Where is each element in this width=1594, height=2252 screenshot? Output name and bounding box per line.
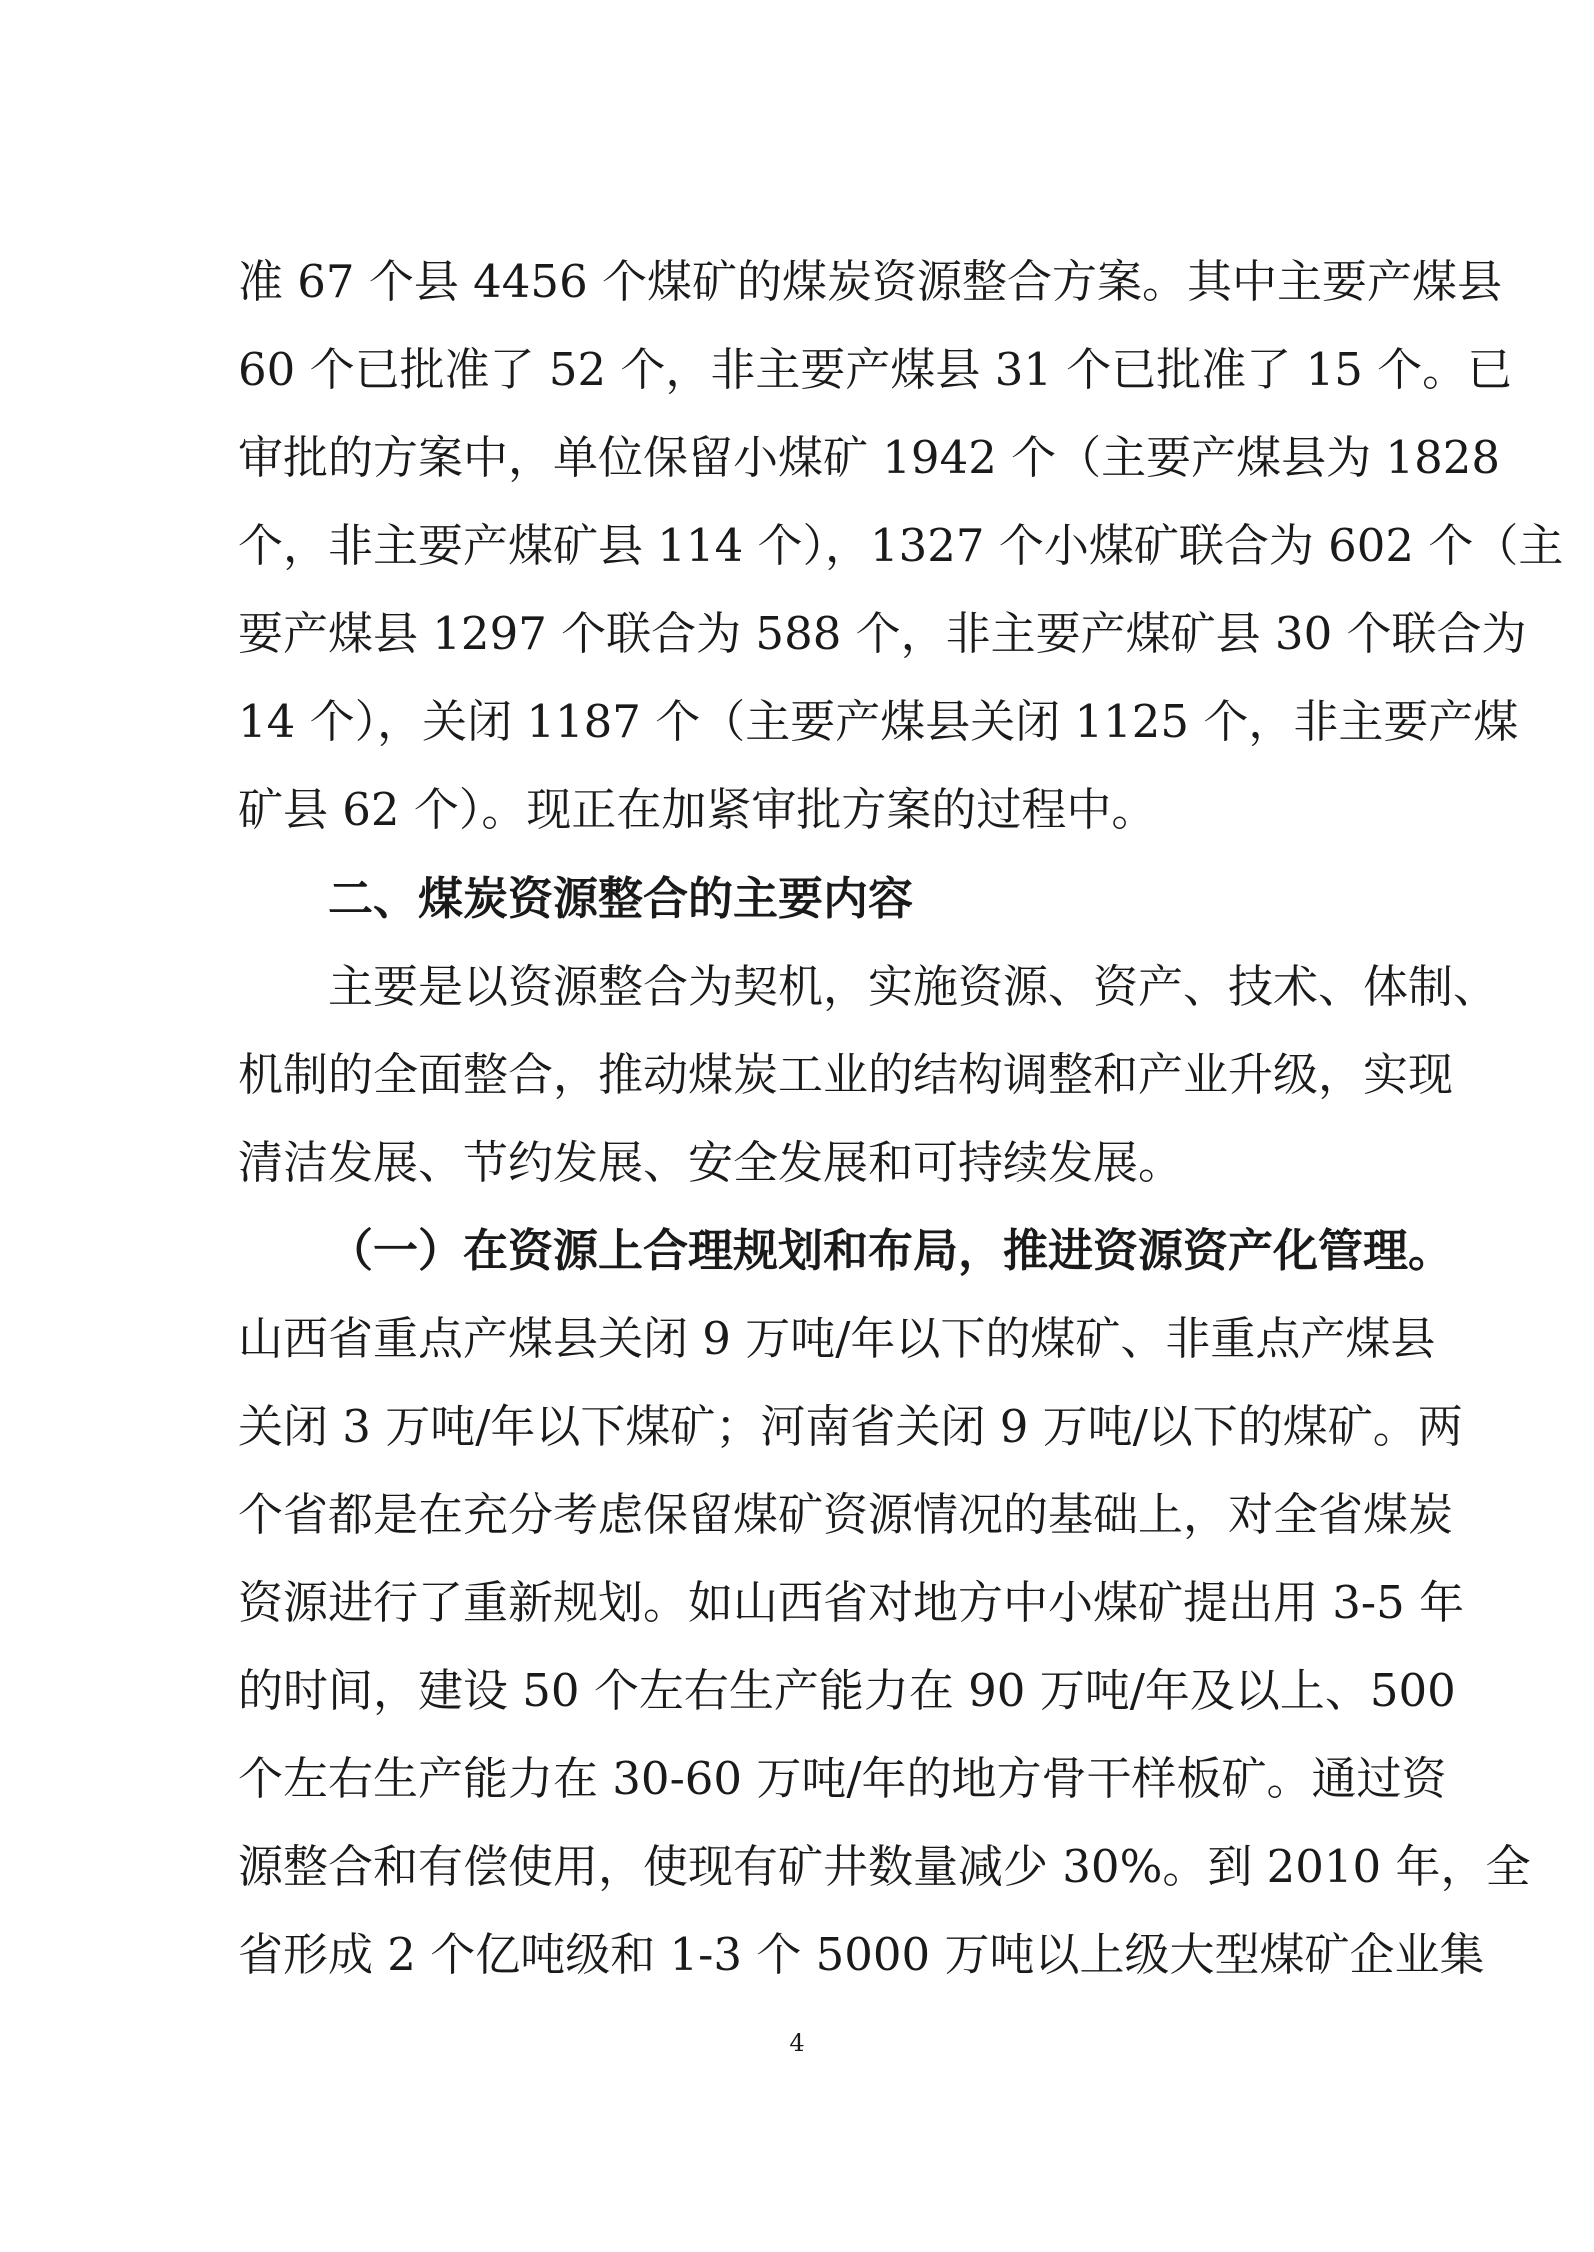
paragraph-line: 机制的全面整合，推动煤炭工业的结构调整和产业升级，实现: [238, 1048, 1454, 1101]
paragraph-line: 要产煤县 1297 个联合为 588 个，非主要产煤矿县 30 个联合为: [238, 607, 1527, 660]
paragraph-line: 准 67 个县 4456 个煤矿的煤炭资源整合方案。其中主要产煤县: [238, 255, 1503, 308]
paragraph-line: 的时间，建设 50 个左右生产能力在 90 万吨/年及以上、500: [238, 1664, 1456, 1717]
paragraph-line: 个，非主要产煤矿县 114 个），1327 个小煤矿联合为 602 个（主: [238, 519, 1564, 572]
paragraph-line: 个左右生产能力在 30-60 万吨/年的地方骨干样板矿。通过资: [238, 1752, 1447, 1805]
paragraph-line: 源整合和有偿使用，使现有矿井数量减少 30%。到 2010 年，全: [238, 1840, 1531, 1893]
paragraph-line: 矿县 62 个）。现正在加紧审批方案的过程中。: [238, 783, 1157, 836]
paragraph-line: 山西省重点产煤县关闭 9 万吨/年以下的煤矿、非重点产煤县: [238, 1312, 1436, 1365]
section-heading: 二、煤炭资源整合的主要内容: [328, 872, 914, 925]
paragraph-line: 省形成 2 个亿吨级和 1-3 个 5000 万吨以上级大型煤矿企业集: [238, 1928, 1485, 1981]
page-number: 4: [789, 2029, 805, 2057]
paragraph-line: 关闭 3 万吨/年以下煤矿；河南省关闭 9 万吨/以下的煤矿。两: [238, 1400, 1463, 1453]
paragraph-line: 审批的方案中，单位保留小煤矿 1942 个（主要产煤县为 1828: [238, 431, 1500, 484]
paragraph-line: 14 个），关闭 1187 个（主要产煤县关闭 1125 个，非主要产煤: [238, 695, 1519, 748]
subsection-heading: （一）在资源上合理规划和布局，推进资源资产化管理。: [328, 1224, 1454, 1277]
paragraph-line: 主要是以资源整合为契机，实施资源、资产、技术、体制、: [328, 960, 1499, 1013]
paragraph-line: 60 个已批准了 52 个，非主要产煤县 31 个已批准了 15 个。已: [238, 343, 1513, 396]
paragraph-line: 个省都是在充分考虑保留煤矿资源情况的基础上，对全省煤炭: [238, 1488, 1454, 1541]
paragraph-line: 资源进行了重新规划。如山西省对地方中小煤矿提出用 3-5 年: [238, 1576, 1465, 1629]
paragraph-line: 清洁发展、节约发展、安全发展和可持续发展。: [238, 1136, 1184, 1189]
